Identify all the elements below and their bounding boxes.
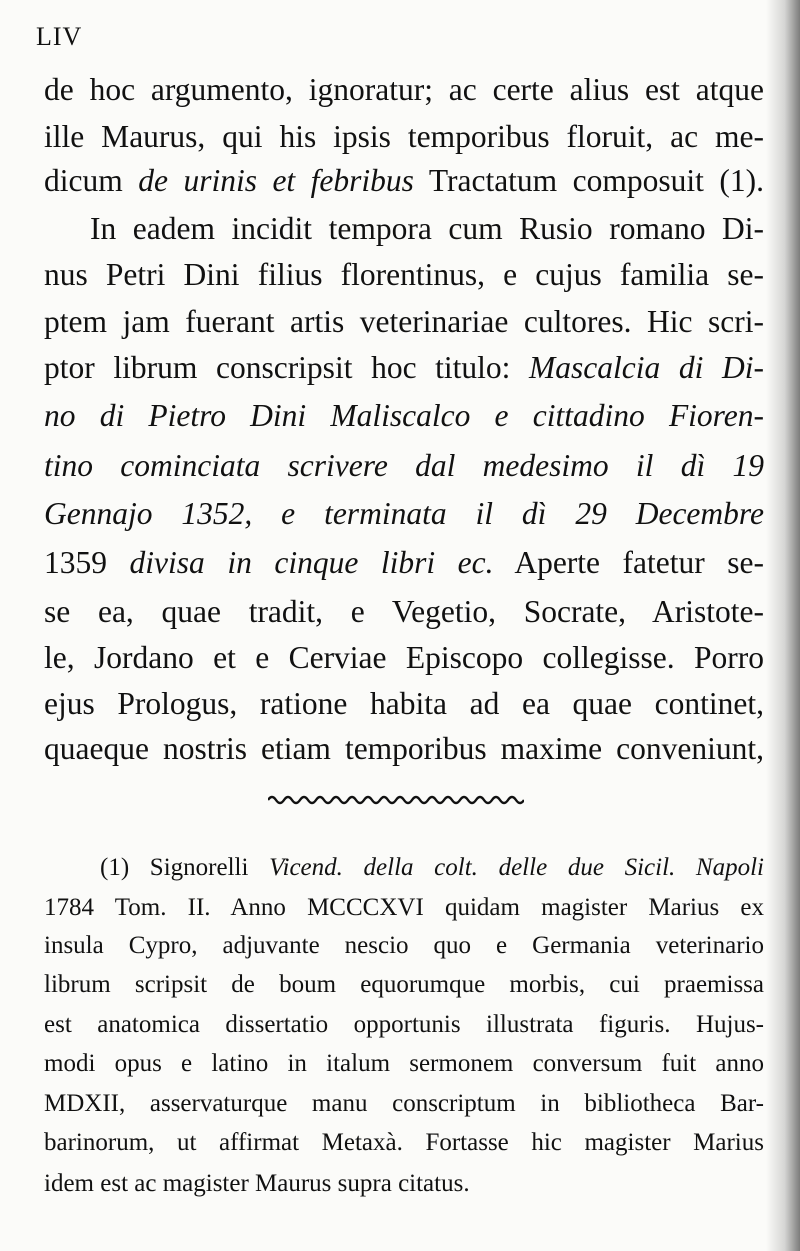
text-line: ille Maurus, qui his ipsis temporibus floruit, ac me- [44, 119, 764, 154]
italic-span: no di Pietro Dini Maliscalco e cittadino Fioren- [44, 398, 764, 433]
footnote-line: 1784 Tom. II. Anno MCCCXVI quidam magister Marius ex [44, 894, 764, 921]
text-line [44, 446, 764, 486]
text-span: Aperte fatetur se- [493, 545, 765, 580]
text-line: de hoc argumento, ignoratur; ac certe alius est atque [44, 72, 764, 107]
italic-span: de urinis et febribus [138, 163, 414, 198]
text-line [44, 348, 764, 388]
text-line: ptem jam fuerant artis veterinariae cultores. Hic scri- [44, 304, 764, 339]
text-line [44, 396, 764, 436]
italic-span: Vicend. della colt. delle due Sicil. Napoli [269, 854, 764, 881]
footnote-line: MDXII, asservaturque manu conscriptum in bibliotheca Bar- [44, 1090, 764, 1117]
italic-span: divisa in cinque libri ec. [129, 545, 494, 580]
text-line: nus Petri Dini filius florentinus, e cujus familia se- [44, 257, 764, 292]
footnote-line: est anatomica dissertatio opportunis illustrata figuris. Hujus- [44, 1011, 764, 1038]
italic-span: Mascalcia di Di- [529, 350, 764, 385]
page-edge-shadow [766, 0, 800, 1251]
text-span: Tractatum composuit (1). [413, 163, 764, 198]
text-span: dicum [44, 163, 139, 198]
text-line: In eadem incidit tempora cum Rusio romano Di- [90, 211, 764, 246]
wavy-rule-ornament [268, 793, 524, 807]
text-span: (1) Signorelli [100, 854, 270, 881]
footnote-line: barinorum, ut affirmat Metaxà. Fortasse hic magister Marius [44, 1129, 764, 1156]
italic-span: tino cominciata scrivere dal medesimo il dì 19 [44, 448, 764, 483]
text-line [44, 161, 764, 201]
footnote-line [100, 852, 764, 884]
text-line: ejus Prologus, ratione habita ad ea quae continet, [44, 686, 764, 721]
text-line [44, 494, 764, 534]
text-span: ptor librum conscripsit hoc titulo: [44, 350, 530, 385]
italic-span: Gennajo 1352, e terminata il dì 29 Decembre [44, 496, 764, 531]
footnote-line: librum scripsit de boum equorumque morbis, cui praemissa [44, 971, 764, 998]
text-line: se ea, quae tradit, e Vegetio, Socrate, Aristote- [44, 594, 764, 629]
text-line [44, 543, 764, 583]
footnote-line: insula Cypro, adjuvante nescio quo e Germania veterinario [44, 932, 764, 959]
page-number: LIV [36, 22, 83, 51]
text-span: 1359 [44, 545, 130, 580]
text-line: le, Jordano et e Cerviae Episcopo collegisse. Porro [44, 640, 764, 675]
footnote-line: modi opus e latino in italum sermonem conversum fuit anno [44, 1050, 764, 1077]
footnote-line: idem est ac magister Maurus supra citatus. [44, 1170, 470, 1197]
text-line: quaeque nostris etiam temporibus maxime conveniunt, [44, 731, 764, 766]
